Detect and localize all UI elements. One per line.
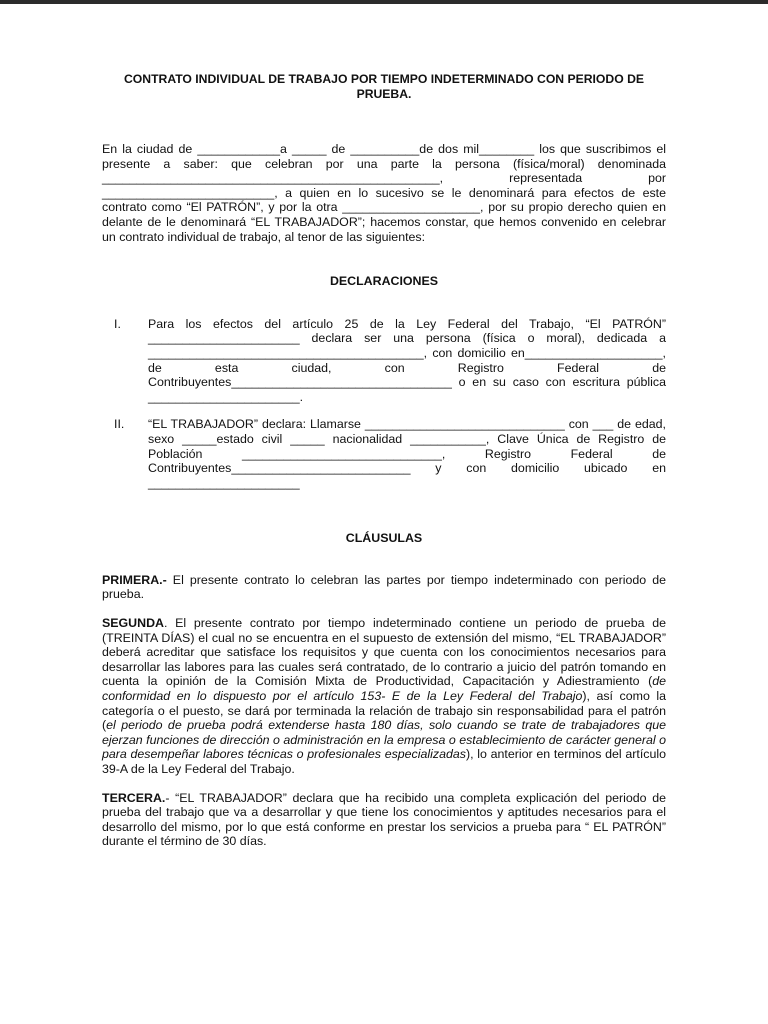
clause-segunda-text-2: ), así como la categoría o el puesto, se dará por terminada la relación de trabajo sin responsabilidad para el patrón ( (102, 689, 667, 733)
clause-primera (102, 573, 666, 602)
clause-segunda-italic-2: el periodo de prueba podrá extenderse hasta 180 días, solo cuando se trate de trabajadores que ejerzan funciones de dirección o administración en la empresa o establecimiento de carácter general o para desempeñar labores técnicas o profesionales especializadas (102, 718, 666, 762)
declaration-item-2 (102, 417, 666, 490)
clauses-heading: CLÁUSULAS (345, 531, 423, 546)
declaration-text-2: “EL TRABAJADOR” declara: Llamarse _____________________________ con ___ de edad, sexo _____estado civil _____ nacionalidad ___________, Clave Única de Registro de Población _____________________________, Registro Federal de Contribuyentes__________________________ y con domicilio ubicado en ______________________ (148, 417, 666, 490)
declaration-text-1: Para los efectos del artículo 25 de la Ley Federal del Trabajo, “El PATRÓN” ______________________ declara ser una persona (física o moral), dedicada a ________________________________________, con domicilio en____________________, de esta ciudad, con Registro Federal de Contribuyentes________________________________ o en su caso con escritura pública ______________________. (148, 316, 666, 404)
clause-segunda-text-3: ), lo anterior en terminos del artículo 39-A de la Ley Federal del Trabajo. (102, 747, 666, 776)
intro-paragraph: En la ciudad de ____________a _____ de __________de dos mil________ los que suscribimos el presente a saber: que celebran por una parte la persona (física/moral) denominada _________________________________________________, representada por _________________________, a quien en lo sucesivo se le denominará para efectos de este contrato como “El PATRÓN”, y por la otra ____________________, por su propio derecho quien en delante de le denominará “EL TRABAJADOR”; hacemos constar, que hemos convenido en celebrar un contrato individual de trabajo, al tenor de las siguientes: (102, 142, 666, 244)
clause-segunda-italic-1: de conformidad en lo dispuesto por el artículo 153- E de la Ley Federal del Trabajo (102, 674, 666, 704)
document-page (102, 72, 666, 849)
clause-segunda (102, 616, 666, 777)
clause-segunda-label: SEGUNDA (102, 616, 164, 631)
clause-segunda-text-1: . El presente contrato por tiempo indeterminado contiene un periodo de prueba de (TREINTA DÍAS) el cual no se encuentra en el supuesto de extensión del mismo, “EL TRABAJADOR” deberá acreditar que satisface los requisitos y que cuenta con los conocimientos necesarios para desarrollar las labores para las cuales será contratado, de lo contrario a juicio del patrón tomando en cuenta la opinión de la Comisión Mixta de Productividad, Capacitación y Adiestramiento ( (102, 616, 666, 689)
clause-primera-text: El presente contrato lo celebran las partes por tiempo indeterminado con periodo de prueba. (102, 572, 666, 602)
clause-primera-label: PRIMERA.- (102, 572, 167, 587)
document-title: CONTRATO INDIVIDUAL DE TRABAJO POR TIEMPO INDETERMINADO CON PERIODO DE PRUEBA. (123, 72, 645, 101)
declaration-number-1: I. (114, 316, 121, 331)
top-border-bar (0, 0, 768, 4)
declaration-item-1 (102, 317, 666, 405)
declaration-number-2: II. (114, 417, 125, 432)
clause-tercera-label: TERCERA. (102, 790, 166, 805)
declarations-heading: DECLARACIONES (329, 274, 439, 289)
clause-tercera-text: - “EL TRABAJADOR” declara que ha recibido una completa explicación del periodo de prueba del trabajo que va a desarrollar y que tiene los conocimientos y aptitudes necesarios para el desarrollo del mismo, por lo que está conforme en prestar los servicios a prueba para “ EL PATRÓN” durante el término de 30 días. (102, 790, 666, 849)
clause-tercera (102, 791, 666, 849)
